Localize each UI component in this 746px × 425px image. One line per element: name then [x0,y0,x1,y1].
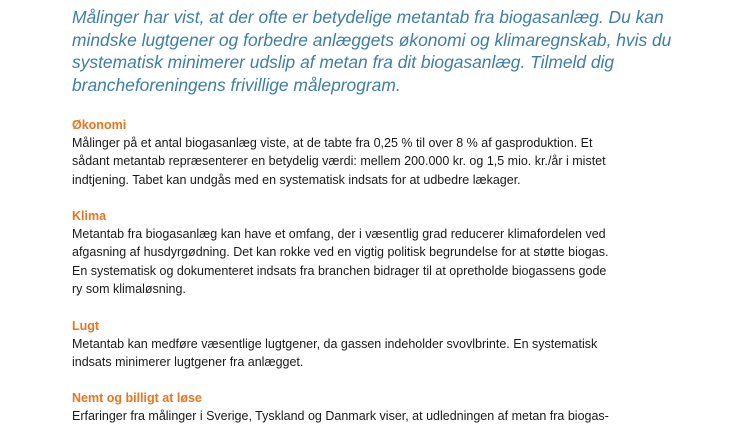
body-line: En systematisk og dokumenteret indsats fra branchen bidrager til at opretholde biogassens gode [72,263,607,278]
body-line: afgasning af husdyrgødning. Det kan rokke ved en vigtig politisk begrundelse for at støtte biogas. [72,245,609,260]
body-line: Metantab kan medføre væsentlige lugtgener, da gassen indeholder svovlbrinte. En systematisk [72,337,598,351]
body-line: Erfaringer fra målinger i Sverige, Tyskland og Danmark viser, at udledningen af metan fra biogas- [72,409,609,423]
body-line: indtjening. Tabet kan undgås med en systematisk indsats for at udbedre lækager. [72,172,521,187]
body-line: Metantab fra biogasanlæg kan have et omfang, der i væsentlig grad reducerer klimafordelen ved [72,227,606,241]
section-klima [72,208,692,299]
section-heading-nemt-og-billigt: Nemt og billigt at løse [72,391,202,405]
body-line: Målinger på et antal biogasanlæg viste, at de tabte fra 0,25 % til over 8 % af gasproduktion. Et [72,136,593,150]
body-line: indsats minimerer lugtgener fra anlægget. [72,355,304,370]
section-heading-klima: Klima [72,209,107,223]
section-body-lugt [72,335,692,372]
section-okonomi [72,117,692,189]
body-line: sådant metantab repræsenterer en betydelig værdi: mellem 200.000 kr. og 1,5 mio. kr./år i mistet [72,154,606,169]
lead-paragraph: Målinger har vist, at der ofte er betydelige metantab fra biogasanlæg. Du kan mindske lugtgener og forbedre anlæggets økonomi og klimaregnskab, hvis du systematisk minimerer udslip af metan fra dit biogasanlæg. Tilmeld dig brancheforeningens frivillige måleprogram. [72,7,672,95]
section-body-nemt-og-billigt [72,407,692,425]
section-heading-okonomi: Økonomi [72,118,127,132]
section-body-okonomi [72,134,692,189]
body-line: ry som klimaløsning. [72,282,186,297]
section-lugt [72,318,692,372]
section-body-klima [72,225,692,299]
section-heading-lugt: Lugt [72,319,100,333]
section-nemt-og-billigt [72,390,692,425]
